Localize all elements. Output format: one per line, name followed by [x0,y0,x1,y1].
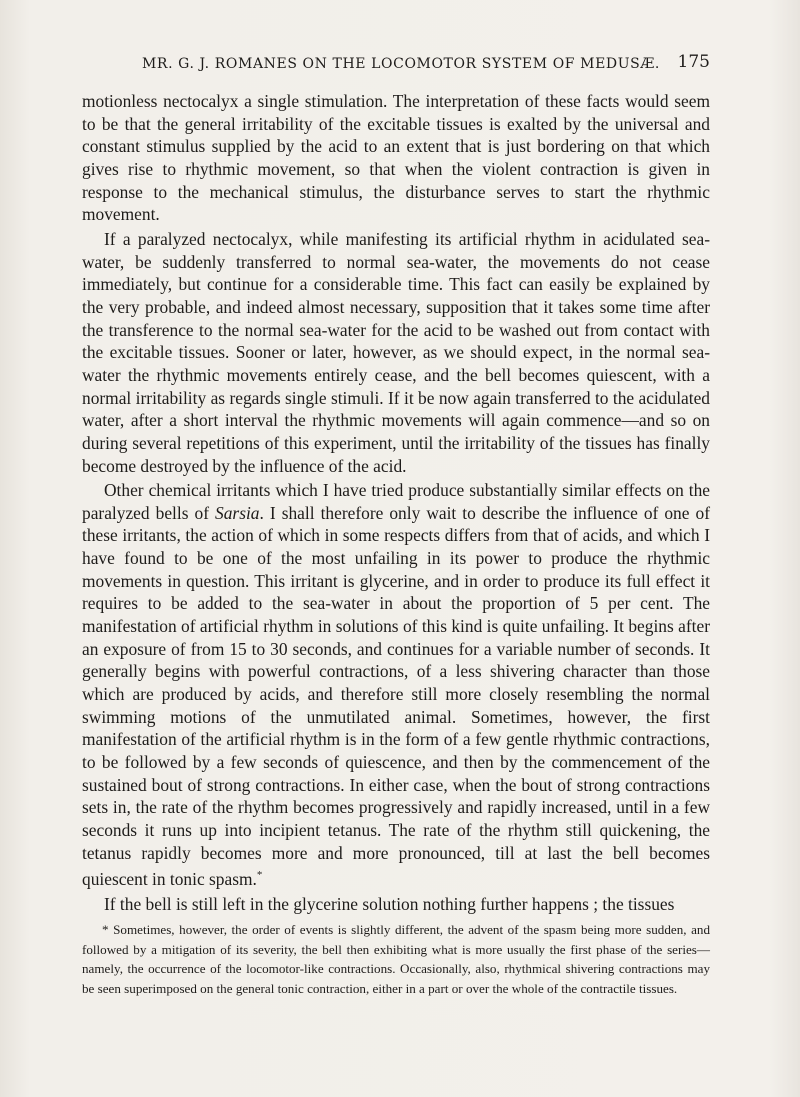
paragraph-3-part-a: Other chemical irritants which I have tried produce substantially similar effects on the paralyzed bells of [82,480,710,523]
footnote-text: * Sometimes, however, the order of events is slightly different, the advent of the spasm being more sudden, and followed by a mitigation of its severity, the bell then exhibiting what is more usually the first phase of the series—namely, the occurrence of the locomotor-like contractions. Occasionally, also, rhythmical shivering contractions may be seen superimposed on the general tonic contraction, either in a part or over the whole of the contractile tissues. [82,922,710,996]
running-head [80,52,710,76]
body-text [82,90,710,917]
paragraph-3-part-b: . I shall therefore only wait to describe the influence of one of these irritants, the action of which in some respects differs from that of acids, and which I have found to be one of the most unfailing in its power to produce the rhythmic movements in question. This irritant is glycerine, and in order to produce its full effect it requires to be added to the sea-water in about the proportion of 5 per cent. The manifestation of artificial rhythm in solutions of this kind is quite unfailing. It begins after an exposure of from 15 to 30 seconds, and continues for a variable number of seconds. It generally begins with powerful contractions, of a less shivering character than those which are produced by acids, and therefore still more closely resembling the normal swimming motions of the unmutilated animal. Sometimes, however, the first manifestation of the artificial rhythm is in the form of a few gentle rhythmic contractions, to be followed by a few seconds of quiescence, and then by the commencement of the sustained bout of strong contractions. In either case, when the bout of strong contractions sets in, the rate of the rhythm becomes progressively and rapidly increased, until in a few seconds it runs up into incipient tetanus. The rate of the rhythm still quickening, the tetanus rapidly becomes more and more pronounced, till at last the bell becomes quiescent in tonic spasm. [82,502,710,890]
sarsia-italic: Sarsia [215,502,260,523]
running-head-title: MR. G. J. ROMANES ON THE LOCOMOTOR SYSTEM OF MEDUSÆ. [142,56,660,72]
paragraph-3 [82,479,710,891]
footnote [82,920,710,998]
footnote-mark: * [256,869,263,882]
page-number: 175 [677,52,710,72]
paragraph-4: If the bell is still left in the glycerine solution nothing further happens ; the tissues [104,893,675,914]
paragraph-1: motionless nectocalyx a single stimulation. The interpretation of these facts would seem to be that the general irritability of the excitable tissues is exalted by the universal and constant stimulus supplied by the acid to an extent that is just bordering on that which gives rise to rhythmic movement, so that when the violent contraction is given in response to the mechanical stimulus, the disturbance serves to start the rhythmic movement. [82,91,710,225]
paragraph-2: If a paralyzed nectocalyx, while manifesting its artificial rhythm in acidulated sea-water, be suddenly transferred to normal sea-water, the movements do not cease immediately, but continue for a considerable time. This fact can easily be explained by the very probable, and indeed almost necessary, supposition that it takes some time after the transference to the normal sea-water for the acid to be washed out from contact with the excitable tissues. Sooner or later, however, as we should expect, in the normal sea-water the rhythmic movements entirely cease, and the bell becomes quiescent, with a normal irritability as regards single stimuli. If it be now again transferred to the acidulated water, after a short interval the rhythmic movements will again commence—and so on during several repetitions of this experiment, until the irritability of the tissues has finally become destroyed by the influence of the acid. [82,228,710,476]
